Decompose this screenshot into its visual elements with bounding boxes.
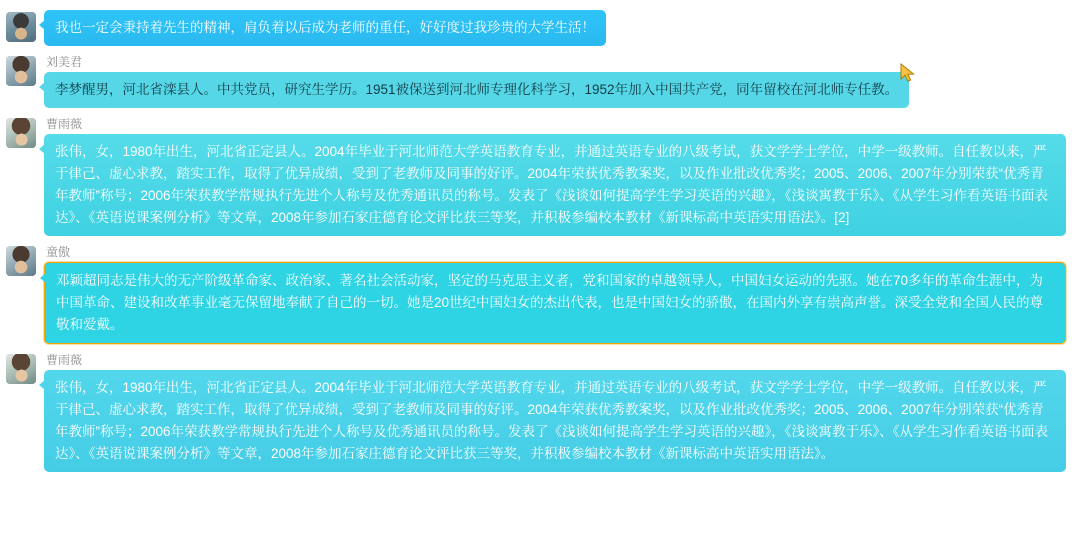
bubble-tail (39, 82, 45, 92)
chat-message (0, 244, 1080, 344)
message-text: 张伟，女，1980年出生，河北省正定县人。2004年毕业于河北师范大学英语教育专业，并通过英语专业的八级考试，获文学学士学位，中学一级教师。自任教以来，严于律己、虚心求教，踏实工作，取得了优异成绩，受到了老教师及同事的好评。2004年荣获优秀教案奖，以及作业批改优秀奖；2005、2006、2007年分别荣获“优秀青年教师”称号；2006年荣获教学常规执行先进个人称号及优秀通讯员的称号。发表了《浅谈如何提高学生学习英语的兴趣》，《浅谈寓教于乐》、《从学生习作看英语书面表达》、《英语说课案例分析》等文章，2008年参加石家庄德育论文评比获三等奖，并积极参编校本教材《新课标高中英语实用语法》。[2] (55, 144, 1049, 225)
message-bubble[interactable] (44, 134, 1066, 236)
message-body (44, 10, 1070, 46)
message-sender-name: 童傲 (46, 245, 71, 259)
message-body (44, 116, 1070, 236)
message-body (44, 54, 1070, 108)
bubble-tail (39, 380, 45, 390)
bubble-tail (39, 144, 45, 154)
avatar-face (6, 354, 36, 384)
message-bubble[interactable] (44, 72, 909, 108)
message-bubble-selected[interactable] (44, 262, 1066, 344)
avatar-face (6, 56, 36, 86)
message-body (44, 352, 1070, 472)
message-text: 邓颖超同志是伟大的无产阶级革命家、政治家、著名社会活动家，坚定的马克思主义者，党和国家的卓越领导人，中国妇女运动的先驱。她在70多年的革命生涯中，为中国革命、建设和改革事业毫无保留地奉献了自己的一切。她是20世纪中国妇女的杰出代表，也是中国妇女的骄傲，在国内外享有崇高声誉。深受全党和全国人民的尊敬和爱戴。 (56, 273, 1044, 332)
user-avatar-icon[interactable] (6, 118, 36, 148)
user-avatar-icon[interactable] (6, 12, 36, 42)
message-text: 我也一定会秉持着先生的精神，肩负着以后成为老师的重任，好好度过我珍贵的大学生活！ (55, 20, 595, 35)
message-text: 李梦醒男，河北省滦县人。中共党员，研究生学历。1951被保送到河北师专理化科学习，1952年加入中国共产党，同年留校在河北师专任教。 (55, 82, 899, 97)
avatar-face (6, 118, 36, 148)
chat-message (0, 10, 1080, 46)
message-text: 张伟，女，1980年出生，河北省正定县人。2004年毕业于河北师范大学英语教育专业，并通过英语专业的八级考试，获文学学士学位，中学一级教师。自任教以来，严于律己、虚心求教，踏实工作，取得了优异成绩，受到了老教师及同事的好评。2004年荣获优秀教案奖，以及作业批改优秀奖；2005、2006、2007年分别荣获“优秀青年教师”称号；2006年荣获教学常规执行先进个人称号及优秀通讯员的称号。发表了《浅谈如何提高学生学习英语的兴趣》，《浅谈寓教于乐》、《从学生习作看英语书面表达》、《英语说课案例分析》等文章，2008年参加石家庄德育论文评比获三等奖，并积极参编校本教材《新课标高中英语实用语法》。 (55, 380, 1049, 461)
avatar-face (6, 12, 36, 42)
chat-message (0, 116, 1080, 236)
user-avatar-icon[interactable] (6, 354, 36, 384)
message-bubble[interactable] (44, 10, 606, 46)
user-avatar-icon[interactable] (6, 56, 36, 86)
chat-message (0, 54, 1080, 108)
message-sender-name: 曹雨薇 (46, 353, 83, 367)
message-bubble[interactable] (44, 370, 1066, 472)
avatar-face (6, 246, 36, 276)
user-avatar-icon[interactable] (6, 246, 36, 276)
message-sender-name: 刘美君 (46, 55, 83, 69)
bubble-tail (39, 20, 45, 30)
message-sender-name: 曹雨薇 (46, 117, 83, 131)
bubble-tail (40, 273, 46, 283)
message-body (44, 244, 1070, 344)
chat-message (0, 352, 1080, 472)
